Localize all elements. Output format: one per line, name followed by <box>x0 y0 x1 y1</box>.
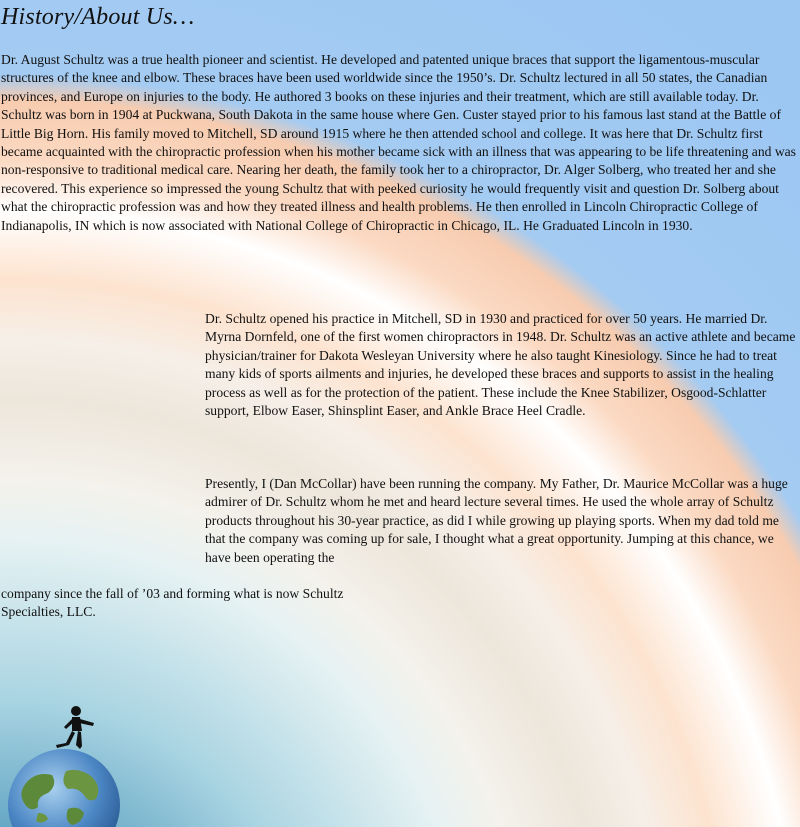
runner-figure-icon <box>56 706 94 749</box>
paragraph-mccollar-ownership-continued: company since the fall of ’03 and forming what is now Schultz Specialties, LLC. <box>1 586 344 620</box>
page-title: History/About Us… <box>1 4 195 30</box>
runner-on-globe-icon <box>8 705 128 827</box>
paragraph-mccollar-ownership: Presently, I (Dan McCollar) have been running the company. My Father, Dr. Maurice McCollar was a huge admirer of Dr. Schultz whom he met and heard lecture several times. He used the whole array of Schultz products throughout his 30-year practice, as did I while growing up playing sports. When my dad told me that the company was coming up for sale, I thought what a great opportunity. Jumping at this chance, we have been operating the <box>205 476 788 565</box>
paragraph-schultz-practice: Dr. Schultz opened his practice in Mitchell, SD in 1930 and practiced for over 50 years. He married Dr. Myrna Dornfeld, one of the first women chiropractors in 1948. Dr. Schultz was an active athlete and became physician/trainer for Dakota Wesleyan University where he also taught Kinesiology. Since he had to treat many kids of sports ailments and injuries, he developed these braces and supports to assist in the healing process as well as for the protection of the patient. These include the Knee Stabilizer, Osgood-Schlatter support, Elbow Easer, Shinsplint Easer, and Ankle Brace Heel Cradle. <box>205 311 796 419</box>
globe-icon <box>8 749 120 827</box>
paragraph-schultz-early-life: Dr. August Schultz was a true health pioneer and scientist. He developed and patented unique braces that support the ligamentous-muscular structures of the knee and elbow. These braces have been used worldwide since the 1950’s. Dr. Schultz lectured in all 50 states, the Canadian provinces, and Europe on injuries to the body. He authored 3 books on these injuries and their treatment, which are still available today. Dr. Schultz was born in 1904 at Puckwana, South Dakota in the same house where Gen. Custer stayed prior to his famous last stand at the Battle of Little Big Horn. His family moved to Mitchell, SD around 1915 where he then attended school and college. It was here that Dr. Schultz first became acquainted with the chiropractic profession when his mother became sick with an illness that was appearing to be life threatening and was non-responsive to traditional medical care. Nearing her death, the family took her to a chiropractor, Dr. Alger Solberg, who treated her and she recovered. This experience so impressed the young Schultz that with peeked curiosity he would frequently visit and question Dr. Solberg about what the chiropractic profession was and how they treated illness and health problems. He then enrolled in Lincoln Chiropractic College of Indianapolis, IN which is now associated with National College of Chiropractic in Chicago, IL. He Graduated Lincoln in 1930. <box>1 52 796 233</box>
